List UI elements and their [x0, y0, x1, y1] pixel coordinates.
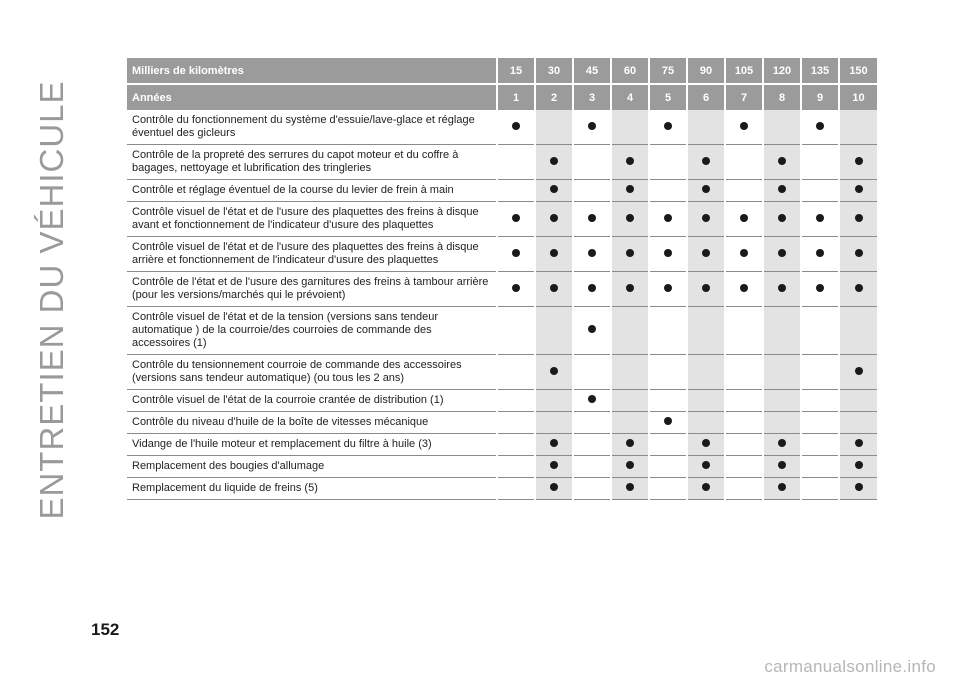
schedule-cell — [763, 355, 801, 390]
bullet-icon — [626, 157, 634, 165]
schedule-cell — [535, 478, 573, 500]
schedule-cell — [687, 355, 725, 390]
bullet-icon — [512, 284, 520, 292]
header-year-9: 9 — [801, 84, 839, 110]
schedule-cell — [687, 237, 725, 272]
schedule-cell — [535, 456, 573, 478]
schedule-cell — [649, 110, 687, 145]
bullet-icon — [550, 367, 558, 375]
schedule-cell — [801, 202, 839, 237]
section-side-title: ENTRETIEN DU VÉHICULE — [33, 80, 70, 520]
header-year-6: 6 — [687, 84, 725, 110]
schedule-cell — [649, 180, 687, 202]
header-year-2: 2 — [535, 84, 573, 110]
row-description: Contrôle visuel de l'état et de l'usure des plaquettes des freins à disque avant et fonctionnement de l'indicateur d'usure des plaquettes — [127, 202, 497, 237]
bullet-icon — [816, 214, 824, 222]
schedule-cell — [573, 390, 611, 412]
schedule-cell — [573, 237, 611, 272]
bullet-icon — [778, 249, 786, 257]
bullet-icon — [512, 122, 520, 130]
bullet-icon — [702, 157, 710, 165]
bullet-icon — [778, 214, 786, 222]
schedule-cell — [611, 145, 649, 180]
table-row — [127, 456, 877, 478]
bullet-icon — [626, 284, 634, 292]
schedule-cell — [497, 478, 535, 500]
row-description: Contrôle et réglage éventuel de la course du levier de frein à main — [127, 180, 497, 202]
bullet-icon — [702, 185, 710, 193]
header-km-75: 75 — [649, 58, 687, 84]
bullet-icon — [778, 461, 786, 469]
bullet-icon — [702, 214, 710, 222]
bullet-icon — [702, 483, 710, 491]
schedule-cell — [573, 456, 611, 478]
bullet-icon — [855, 249, 863, 257]
schedule-cell — [801, 237, 839, 272]
bullet-icon — [588, 395, 596, 403]
bullet-icon — [855, 284, 863, 292]
schedule-cell — [649, 202, 687, 237]
schedule-cell — [801, 355, 839, 390]
bullet-icon — [588, 284, 596, 292]
bullet-icon — [550, 483, 558, 491]
bullet-icon — [855, 367, 863, 375]
schedule-cell — [839, 390, 877, 412]
table-row — [127, 412, 877, 434]
schedule-cell — [573, 412, 611, 434]
bullet-icon — [626, 439, 634, 447]
bullet-icon — [626, 185, 634, 193]
bullet-icon — [512, 214, 520, 222]
row-description: Contrôle du tensionnement courroie de commande des accessoires (versions sans tendeur automatique) (ou tous les 2 ans) — [127, 355, 497, 390]
schedule-cell — [573, 110, 611, 145]
schedule-cell — [687, 434, 725, 456]
schedule-cell — [687, 180, 725, 202]
schedule-cell — [763, 237, 801, 272]
header-km-120: 120 — [763, 58, 801, 84]
schedule-cell — [801, 272, 839, 307]
table-row — [127, 180, 877, 202]
bullet-icon — [550, 249, 558, 257]
bullet-icon — [778, 483, 786, 491]
schedule-cell — [535, 390, 573, 412]
header-row-kilometers — [127, 58, 877, 84]
schedule-cell — [801, 456, 839, 478]
bullet-icon — [550, 439, 558, 447]
bullet-icon — [778, 157, 786, 165]
schedule-cell — [801, 307, 839, 355]
schedule-cell — [725, 456, 763, 478]
schedule-cell — [611, 272, 649, 307]
header-year-5: 5 — [649, 84, 687, 110]
header-year-1: 1 — [497, 84, 535, 110]
bullet-icon — [588, 122, 596, 130]
schedule-cell — [687, 478, 725, 500]
watermark: carmanualsonline.info — [764, 657, 936, 676]
schedule-cell — [839, 355, 877, 390]
schedule-cell — [801, 110, 839, 145]
header-row-years — [127, 84, 877, 110]
schedule-cell — [535, 180, 573, 202]
page-number: 152 — [91, 620, 120, 639]
schedule-cell — [839, 434, 877, 456]
schedule-cell — [763, 145, 801, 180]
schedule-cell — [763, 390, 801, 412]
bullet-icon — [855, 157, 863, 165]
schedule-cell — [801, 180, 839, 202]
schedule-cell — [535, 145, 573, 180]
table-row — [127, 237, 877, 272]
schedule-cell — [611, 456, 649, 478]
schedule-cell — [801, 478, 839, 500]
row-description: Contrôle du fonctionnement du système d'essuie/lave-glace et réglage éventuel des gicleurs — [127, 110, 497, 145]
schedule-cell — [497, 237, 535, 272]
schedule-cell — [649, 237, 687, 272]
header-km-135: 135 — [801, 58, 839, 84]
schedule-cell — [535, 272, 573, 307]
bullet-icon — [816, 122, 824, 130]
bullet-icon — [702, 461, 710, 469]
header-year-7: 7 — [725, 84, 763, 110]
bullet-icon — [778, 185, 786, 193]
table-row — [127, 478, 877, 500]
schedule-cell — [497, 110, 535, 145]
schedule-cell — [497, 145, 535, 180]
schedule-cell — [649, 412, 687, 434]
bullet-icon — [588, 325, 596, 333]
schedule-cell — [839, 456, 877, 478]
schedule-cell — [611, 307, 649, 355]
schedule-cell — [725, 237, 763, 272]
header-year-10: 10 — [839, 84, 877, 110]
schedule-cell — [687, 307, 725, 355]
bullet-icon — [855, 439, 863, 447]
schedule-cell — [725, 434, 763, 456]
schedule-cell — [725, 478, 763, 500]
schedule-cell — [839, 237, 877, 272]
schedule-cell — [535, 110, 573, 145]
schedule-cell — [763, 434, 801, 456]
header-km-150: 150 — [839, 58, 877, 84]
schedule-cell — [573, 272, 611, 307]
schedule-body — [127, 110, 877, 500]
schedule-cell — [649, 355, 687, 390]
schedule-cell — [573, 434, 611, 456]
schedule-cell — [763, 412, 801, 434]
schedule-cell — [611, 355, 649, 390]
schedule-cell — [611, 434, 649, 456]
schedule-cell — [725, 355, 763, 390]
bullet-icon — [550, 461, 558, 469]
schedule-cell — [839, 272, 877, 307]
bullet-icon — [626, 214, 634, 222]
schedule-cell — [611, 202, 649, 237]
schedule-cell — [535, 202, 573, 237]
schedule-cell — [535, 355, 573, 390]
schedule-cell — [687, 456, 725, 478]
table-row — [127, 355, 877, 390]
schedule-cell — [573, 355, 611, 390]
bullet-icon — [702, 439, 710, 447]
table-row — [127, 145, 877, 180]
bullet-icon — [550, 157, 558, 165]
table-row — [127, 272, 877, 307]
header-years-label: Années — [127, 84, 497, 110]
schedule-cell — [725, 272, 763, 307]
bullet-icon — [702, 284, 710, 292]
schedule-cell — [687, 145, 725, 180]
maintenance-schedule-table — [127, 58, 877, 500]
header-km-30: 30 — [535, 58, 573, 84]
row-description: Remplacement du liquide de freins (5) — [127, 478, 497, 500]
bullet-icon — [740, 249, 748, 257]
schedule-cell — [801, 390, 839, 412]
schedule-cell — [497, 202, 535, 237]
bullet-icon — [855, 185, 863, 193]
schedule-cell — [649, 307, 687, 355]
schedule-cell — [687, 272, 725, 307]
schedule-cell — [839, 412, 877, 434]
schedule-cell — [611, 412, 649, 434]
schedule-cell — [573, 478, 611, 500]
schedule-cell — [573, 307, 611, 355]
bullet-icon — [740, 214, 748, 222]
header-km-105: 105 — [725, 58, 763, 84]
schedule-cell — [649, 145, 687, 180]
header-year-3: 3 — [573, 84, 611, 110]
schedule-cell — [497, 412, 535, 434]
bullet-icon — [778, 284, 786, 292]
schedule-cell — [649, 478, 687, 500]
schedule-cell — [535, 307, 573, 355]
schedule-cell — [649, 390, 687, 412]
schedule-cell — [611, 110, 649, 145]
bullet-icon — [740, 284, 748, 292]
schedule-cell — [763, 456, 801, 478]
schedule-cell — [725, 202, 763, 237]
schedule-cell — [763, 307, 801, 355]
schedule-cell — [839, 145, 877, 180]
schedule-cell — [687, 412, 725, 434]
bullet-icon — [702, 249, 710, 257]
schedule-cell — [497, 180, 535, 202]
schedule-cell — [725, 307, 763, 355]
table-row — [127, 307, 877, 355]
table-row — [127, 390, 877, 412]
row-description: Contrôle visuel de l'état de la courroie crantée de distribution (1) — [127, 390, 497, 412]
bullet-icon — [664, 284, 672, 292]
bullet-icon — [550, 284, 558, 292]
schedule-cell — [497, 390, 535, 412]
schedule-cell — [649, 272, 687, 307]
schedule-cell — [725, 145, 763, 180]
bullet-icon — [664, 249, 672, 257]
schedule-cell — [535, 237, 573, 272]
schedule-cell — [497, 456, 535, 478]
bullet-icon — [855, 461, 863, 469]
schedule-cell — [497, 355, 535, 390]
header-km-60: 60 — [611, 58, 649, 84]
row-description: Contrôle de l'état et de l'usure des garnitures des freins à tambour arrière (pour les versions/marchés qui le prévoient) — [127, 272, 497, 307]
schedule-cell — [763, 202, 801, 237]
row-description: Contrôle visuel de l'état et de la tension (versions sans tendeur automatique ) de la courroie/des courroies de commande des accessoires (1) — [127, 307, 497, 355]
row-description: Contrôle du niveau d'huile de la boîte de vitesses mécanique — [127, 412, 497, 434]
bullet-icon — [664, 214, 672, 222]
bullet-icon — [550, 185, 558, 193]
schedule-cell — [535, 434, 573, 456]
schedule-cell — [725, 390, 763, 412]
schedule-cell — [649, 456, 687, 478]
schedule-cell — [839, 307, 877, 355]
schedule-cell — [573, 145, 611, 180]
schedule-cell — [763, 180, 801, 202]
schedule-cell — [763, 478, 801, 500]
bullet-icon — [664, 417, 672, 425]
bullet-icon — [740, 122, 748, 130]
schedule-cell — [611, 390, 649, 412]
header-km-15: 15 — [497, 58, 535, 84]
table-row — [127, 202, 877, 237]
schedule-cell — [839, 202, 877, 237]
schedule-cell — [497, 272, 535, 307]
schedule-cell — [649, 434, 687, 456]
row-description: Remplacement des bougies d'allumage — [127, 456, 497, 478]
schedule-cell — [763, 110, 801, 145]
schedule-cell — [801, 145, 839, 180]
bullet-icon — [626, 249, 634, 257]
bullet-icon — [626, 483, 634, 491]
schedule-cell — [687, 202, 725, 237]
schedule-cell — [687, 110, 725, 145]
schedule-cell — [611, 237, 649, 272]
schedule-cell — [725, 180, 763, 202]
schedule-cell — [497, 307, 535, 355]
bullet-icon — [816, 249, 824, 257]
bullet-icon — [855, 483, 863, 491]
bullet-icon — [626, 461, 634, 469]
bullet-icon — [816, 284, 824, 292]
row-description: Vidange de l'huile moteur et remplacement du filtre à huile (3) — [127, 434, 497, 456]
schedule-cell — [763, 272, 801, 307]
schedule-cell — [839, 478, 877, 500]
header-km-label: Milliers de kilomètres — [127, 58, 497, 84]
header-km-90: 90 — [687, 58, 725, 84]
table-row — [127, 434, 877, 456]
bullet-icon — [778, 439, 786, 447]
schedule-cell — [839, 180, 877, 202]
row-description: Contrôle de la propreté des serrures du capot moteur et du coffre à bagages, nettoyage et lubrification des tringleries — [127, 145, 497, 180]
header-year-4: 4 — [611, 84, 649, 110]
schedule-cell — [725, 412, 763, 434]
schedule-cell — [839, 110, 877, 145]
schedule-cell — [535, 412, 573, 434]
schedule-cell — [611, 478, 649, 500]
bullet-icon — [588, 214, 596, 222]
schedule-cell — [497, 434, 535, 456]
schedule-cell — [611, 180, 649, 202]
schedule-cell — [573, 180, 611, 202]
bullet-icon — [588, 249, 596, 257]
bullet-icon — [550, 214, 558, 222]
schedule-cell — [687, 390, 725, 412]
schedule-cell — [801, 434, 839, 456]
schedule-cell — [573, 202, 611, 237]
schedule-cell — [801, 412, 839, 434]
schedule-cell — [725, 110, 763, 145]
bullet-icon — [855, 214, 863, 222]
bullet-icon — [512, 249, 520, 257]
bullet-icon — [664, 122, 672, 130]
header-km-45: 45 — [573, 58, 611, 84]
row-description: Contrôle visuel de l'état et de l'usure des plaquettes des freins à disque arrière et fonctionnement de l'indicateur d'usure des plaquettes — [127, 237, 497, 272]
table-row — [127, 110, 877, 145]
header-year-8: 8 — [763, 84, 801, 110]
